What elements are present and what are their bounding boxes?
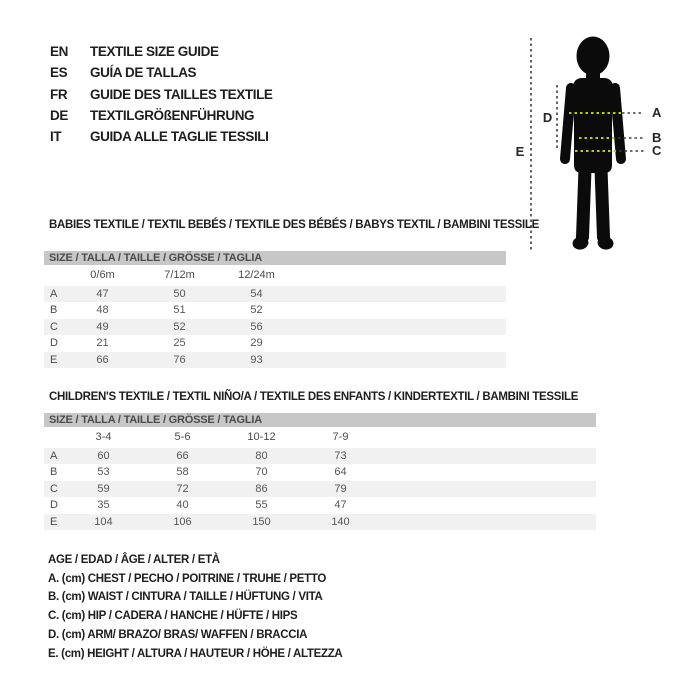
filler-cell bbox=[295, 286, 506, 302]
table-cell: 47 bbox=[334, 499, 347, 512]
legend-item-waist: B. (cm) WAIST / CINTURA / TAILLE / HÜFTUNG / VITA bbox=[48, 591, 323, 604]
language-code: DE bbox=[50, 107, 68, 123]
column-header: 3-4 bbox=[95, 431, 112, 443]
empty-cell bbox=[44, 427, 64, 448]
filler-cell bbox=[295, 335, 506, 351]
table-cell: 86 bbox=[255, 482, 268, 495]
table-cell: 70 bbox=[255, 466, 268, 479]
legend-age-line: AGE / EDAD / ÂGE / ALTER / ETÀ bbox=[48, 554, 220, 566]
column-header: 0/6m bbox=[90, 269, 115, 281]
language-code: EN bbox=[50, 44, 68, 59]
table-cell: 53 bbox=[97, 466, 110, 479]
row-label: C bbox=[50, 320, 58, 333]
table-cell: 76 bbox=[173, 353, 186, 366]
table-cell: 72 bbox=[176, 482, 189, 495]
row-label: A bbox=[50, 450, 58, 462]
table-row bbox=[44, 335, 506, 351]
table-cell: 64 bbox=[334, 466, 347, 479]
table-cell: 51 bbox=[173, 304, 186, 317]
table-cell: 73 bbox=[334, 450, 347, 462]
column-header: 10-12 bbox=[247, 431, 276, 443]
table-cell: 50 bbox=[173, 288, 186, 300]
size-header-bar: SIZE / TALLA / TAILLE / GRÖSSE / TAGLIA bbox=[44, 413, 596, 427]
silhouette-right-arm bbox=[615, 88, 621, 159]
filler-cell bbox=[380, 497, 596, 513]
measure-label-b: B bbox=[652, 130, 662, 145]
children-column-header-row bbox=[44, 427, 596, 448]
table-cell: 60 bbox=[97, 450, 110, 462]
child-silhouette bbox=[565, 37, 621, 252]
measurement-figure bbox=[495, 25, 700, 270]
measure-label-a: A bbox=[652, 105, 662, 120]
table-row bbox=[44, 286, 506, 302]
filler-cell bbox=[380, 514, 596, 530]
row-label: E bbox=[50, 353, 58, 366]
table-cell: 54 bbox=[250, 288, 263, 300]
table-cell: 59 bbox=[97, 482, 110, 495]
filler-cell bbox=[295, 302, 506, 318]
language-row bbox=[50, 126, 273, 147]
silhouette-right-leg bbox=[601, 169, 604, 237]
row-label: E bbox=[50, 515, 58, 528]
language-row bbox=[50, 62, 273, 83]
table-cell: 52 bbox=[173, 320, 186, 333]
silhouette-left-arm bbox=[565, 88, 571, 159]
language-title: GUÍA DE TALLAS bbox=[90, 65, 197, 81]
babies-size-table bbox=[44, 251, 506, 368]
measure-label-e: E bbox=[515, 144, 524, 159]
legend-item-hip: C. (cm) HIP / CADERA / HANCHE / HÜFTE / HIPS bbox=[48, 610, 298, 623]
legend-item-arm: D. (cm) ARM/ BRAZO/ BRAS/ WAFFEN / BRACCIA bbox=[48, 628, 308, 641]
size-header-bar: SIZE / TALLA / TAILLE / GRÖSSE / TAGLIA bbox=[44, 251, 506, 265]
filler-cell bbox=[295, 265, 506, 286]
language-code: ES bbox=[50, 65, 68, 81]
row-label: D bbox=[50, 337, 58, 350]
table-cell: 79 bbox=[334, 482, 347, 495]
measure-label-c: C bbox=[652, 143, 662, 158]
table-row bbox=[44, 497, 596, 513]
table-row bbox=[44, 481, 596, 497]
table-row bbox=[44, 319, 506, 335]
filler-cell bbox=[380, 481, 596, 497]
filler-cell bbox=[380, 448, 596, 464]
column-header: 5-6 bbox=[174, 431, 191, 443]
row-label: B bbox=[50, 304, 58, 317]
language-code: FR bbox=[50, 86, 68, 102]
table-cell: 25 bbox=[173, 337, 186, 350]
legend-item-chest: A. (cm) CHEST / PECHO / POITRINE / TRUHE / PETTO bbox=[48, 572, 327, 585]
filler-cell bbox=[295, 352, 506, 368]
children-size-table bbox=[44, 413, 596, 530]
table-cell: 80 bbox=[255, 450, 268, 462]
language-title: GUIDE DES TAILLES TEXTILE bbox=[90, 86, 273, 102]
babies-column-header-row bbox=[44, 265, 506, 286]
language-row bbox=[50, 41, 273, 62]
table-cell: 35 bbox=[97, 499, 110, 512]
table-cell: 58 bbox=[176, 466, 189, 479]
table-cell: 48 bbox=[96, 304, 109, 317]
table-row bbox=[44, 448, 596, 464]
legend-item-height: E. (cm) HEIGHT / ALTURA / HAUTEUR / HÖHE / ALTEZZA bbox=[48, 647, 343, 660]
measurement-legend bbox=[48, 551, 342, 663]
language-row bbox=[50, 84, 273, 105]
filler-cell bbox=[380, 427, 596, 448]
column-header: 12/24m bbox=[238, 269, 275, 281]
table-row bbox=[44, 464, 596, 480]
language-title: GUIDA ALLE TAGLIE TESSILI bbox=[90, 129, 269, 145]
table-cell: 29 bbox=[250, 337, 263, 350]
table-cell: 66 bbox=[96, 353, 109, 366]
table-cell: 140 bbox=[331, 515, 350, 528]
table-cell: 47 bbox=[96, 288, 109, 300]
table-cell: 150 bbox=[252, 515, 271, 528]
children-section-title: CHILDREN'S TEXTILE / TEXTIL NIÑO/A / TEXTILE DES ENFANTS / KINDERTEXTIL / BAMBINI TESSILE bbox=[49, 391, 579, 403]
table-cell: 49 bbox=[96, 320, 109, 333]
language-title: TEXTILGRÖßENFÜHRUNG bbox=[90, 107, 255, 123]
table-cell: 40 bbox=[176, 499, 189, 512]
language-title-list bbox=[50, 41, 273, 147]
silhouette-left-leg bbox=[583, 169, 586, 237]
table-cell: 66 bbox=[176, 450, 189, 462]
silhouette-torso bbox=[573, 78, 613, 173]
row-label: B bbox=[50, 466, 58, 479]
column-header: 7/12m bbox=[164, 269, 195, 281]
table-cell: 104 bbox=[94, 515, 113, 528]
table-cell: 21 bbox=[96, 337, 109, 350]
language-code: IT bbox=[50, 129, 62, 145]
table-cell: 56 bbox=[250, 320, 263, 333]
measure-label-d: D bbox=[542, 110, 552, 125]
filler-cell bbox=[295, 319, 506, 335]
table-cell: 52 bbox=[250, 304, 263, 317]
table-cell: 106 bbox=[173, 515, 192, 528]
empty-cell bbox=[44, 265, 64, 286]
table-cell: 93 bbox=[250, 353, 263, 366]
filler-cell bbox=[380, 464, 596, 480]
table-row bbox=[44, 352, 506, 368]
language-title: TEXTILE SIZE GUIDE bbox=[90, 44, 219, 59]
table-cell: 55 bbox=[255, 499, 268, 512]
table-row bbox=[44, 302, 506, 318]
row-label: A bbox=[50, 288, 58, 300]
babies-section-title: BABIES TEXTILE / TEXTIL BEBÉS / TEXTILE DES BÉBÉS / BABYS TEXTIL / BAMBINI TESSILE bbox=[49, 219, 539, 231]
row-label: D bbox=[50, 499, 58, 512]
column-header: 7-9 bbox=[332, 431, 349, 443]
row-label: C bbox=[50, 482, 58, 495]
table-row bbox=[44, 514, 596, 530]
language-row bbox=[50, 105, 273, 126]
